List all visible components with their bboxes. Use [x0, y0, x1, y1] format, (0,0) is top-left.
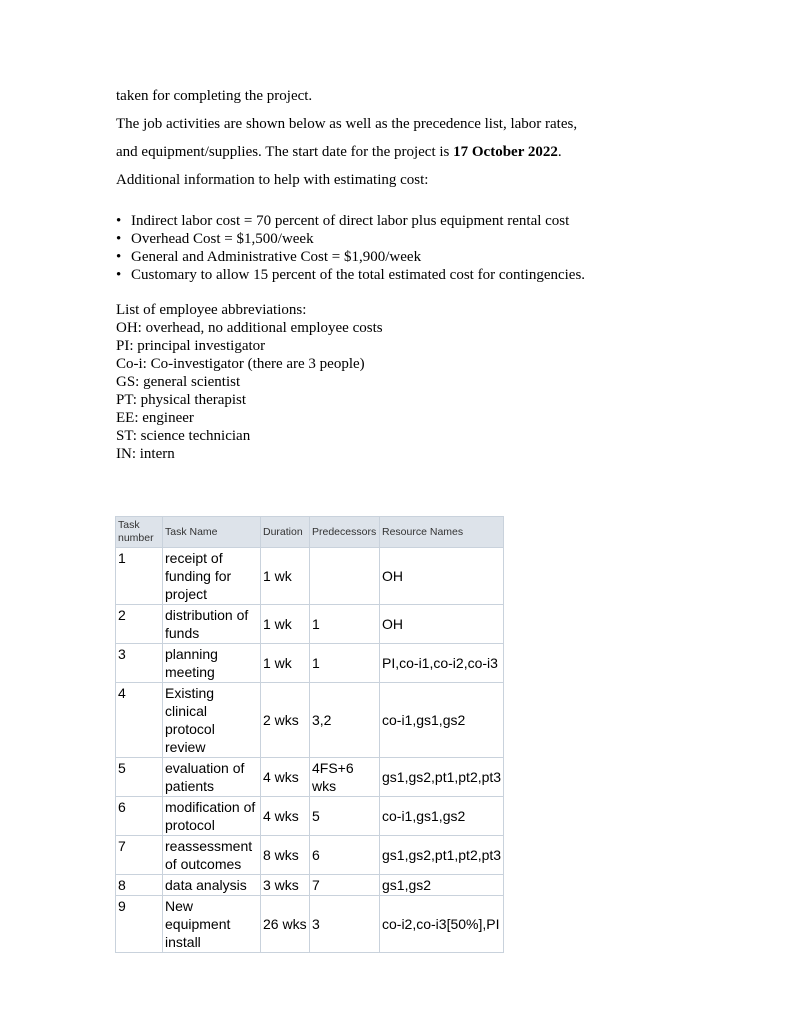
task-resources: co-i2,co-i3[50%],PI: [380, 896, 504, 953]
task-name: data analysis: [163, 875, 261, 896]
task-resources: gs1,gs2,pt1,pt2,pt3: [380, 758, 504, 797]
task-resources: co-i1,gs1,gs2: [380, 797, 504, 836]
cost-item: • Customary to allow 15 percent of the total estimated cost for contingencies.: [116, 266, 585, 284]
task-number: 4: [116, 683, 163, 758]
task-number: 9: [116, 896, 163, 953]
task-name: evaluation of patients: [163, 758, 261, 797]
task-predecessors: [310, 548, 380, 605]
task-number: 2: [116, 605, 163, 644]
task-number: 8: [116, 875, 163, 896]
cost-list: [116, 212, 585, 284]
task-name: distribution of funds: [163, 605, 261, 644]
cost-item: • Indirect labor cost = 70 percent of direct labor plus equipment rental cost: [116, 212, 585, 230]
task-resources: PI,co-i1,co-i2,co-i3: [380, 644, 504, 683]
task-number: 7: [116, 836, 163, 875]
task-predecessors: 7: [310, 875, 380, 896]
task-predecessors: 3,2: [310, 683, 380, 758]
intro-line-3-prefix: and equipment/supplies. The start date for the project is: [116, 144, 454, 160]
task-number: 1: [116, 548, 163, 605]
table-row: [116, 797, 504, 836]
task-name: New equipment install: [163, 896, 261, 953]
intro-line-4: Additional information to help with estimating cost:: [116, 172, 429, 188]
task-predecessors: 1: [310, 605, 380, 644]
task-name: modification of protocol: [163, 797, 261, 836]
task-duration: 1 wk: [261, 548, 310, 605]
task-name: receipt of funding for project: [163, 548, 261, 605]
cost-item: • General and Administrative Cost = $1,900/week: [116, 248, 585, 266]
abbreviation-item: Co-i: Co-investigator (there are 3 people): [116, 356, 365, 372]
task-name: Existing clinical protocol review: [163, 683, 261, 758]
abbreviation-item: PT: physical therapist: [116, 392, 247, 408]
header-resource-names: Resource Names: [380, 517, 504, 548]
task-duration: 1 wk: [261, 605, 310, 644]
task-predecessors: 4FS+6 wks: [310, 758, 380, 797]
abbreviation-heading: List of employee abbreviations:: [116, 302, 307, 318]
header-task-number: Task number: [116, 517, 163, 548]
intro-line-3-suffix: .: [557, 144, 562, 160]
task-resources: gs1,gs2,pt1,pt2,pt3: [380, 836, 504, 875]
abbreviation-item: ST: science technician: [116, 428, 251, 444]
table-row: [116, 644, 504, 683]
header-predecessors: Predecessors: [310, 517, 380, 548]
table-row: [116, 836, 504, 875]
task-duration: 3 wks: [261, 875, 310, 896]
task-resources: OH: [380, 605, 504, 644]
abbreviation-item: EE: engineer: [116, 410, 194, 426]
task-number: 3: [116, 644, 163, 683]
cost-item: • Overhead Cost = $1,500/week: [116, 230, 585, 248]
task-table: [115, 516, 504, 953]
task-resources: gs1,gs2: [380, 875, 504, 896]
table-row: [116, 896, 504, 953]
table-row: [116, 875, 504, 896]
table-row: [116, 758, 504, 797]
intro-line-2: The job activities are shown below as well as the precedence list, labor rates,: [116, 116, 578, 132]
task-resources: OH: [380, 548, 504, 605]
task-predecessors: 1: [310, 644, 380, 683]
task-predecessors: 3: [310, 896, 380, 953]
header-duration: Duration: [261, 517, 310, 548]
table-row: [116, 683, 504, 758]
task-duration: 1 wk: [261, 644, 310, 683]
task-table-header-row: [116, 517, 504, 548]
table-row: [116, 548, 504, 605]
start-date: 17 October 2022: [453, 144, 558, 160]
task-duration: 4 wks: [261, 797, 310, 836]
task-number: 5: [116, 758, 163, 797]
abbreviation-item: PI: principal investigator: [116, 338, 266, 354]
abbreviation-item: IN: intern: [116, 446, 175, 462]
abbreviation-item: OH: overhead, no additional employee costs: [116, 320, 383, 336]
abbreviation-item: GS: general scientist: [116, 374, 241, 390]
task-duration: 2 wks: [261, 683, 310, 758]
task-duration: 8 wks: [261, 836, 310, 875]
task-resources: co-i1,gs1,gs2: [380, 683, 504, 758]
table-row: [116, 605, 504, 644]
task-predecessors: 5: [310, 797, 380, 836]
task-name: planning meeting: [163, 644, 261, 683]
intro-line-3: [116, 144, 562, 161]
task-name: reassessment of outcomes: [163, 836, 261, 875]
task-predecessors: 6: [310, 836, 380, 875]
task-duration: 4 wks: [261, 758, 310, 797]
abbreviation-list: [116, 301, 383, 463]
header-task-name: Task Name: [163, 517, 261, 548]
task-duration: 26 wks: [261, 896, 310, 953]
task-number: 6: [116, 797, 163, 836]
intro-line-1: taken for completing the project.: [116, 88, 313, 104]
